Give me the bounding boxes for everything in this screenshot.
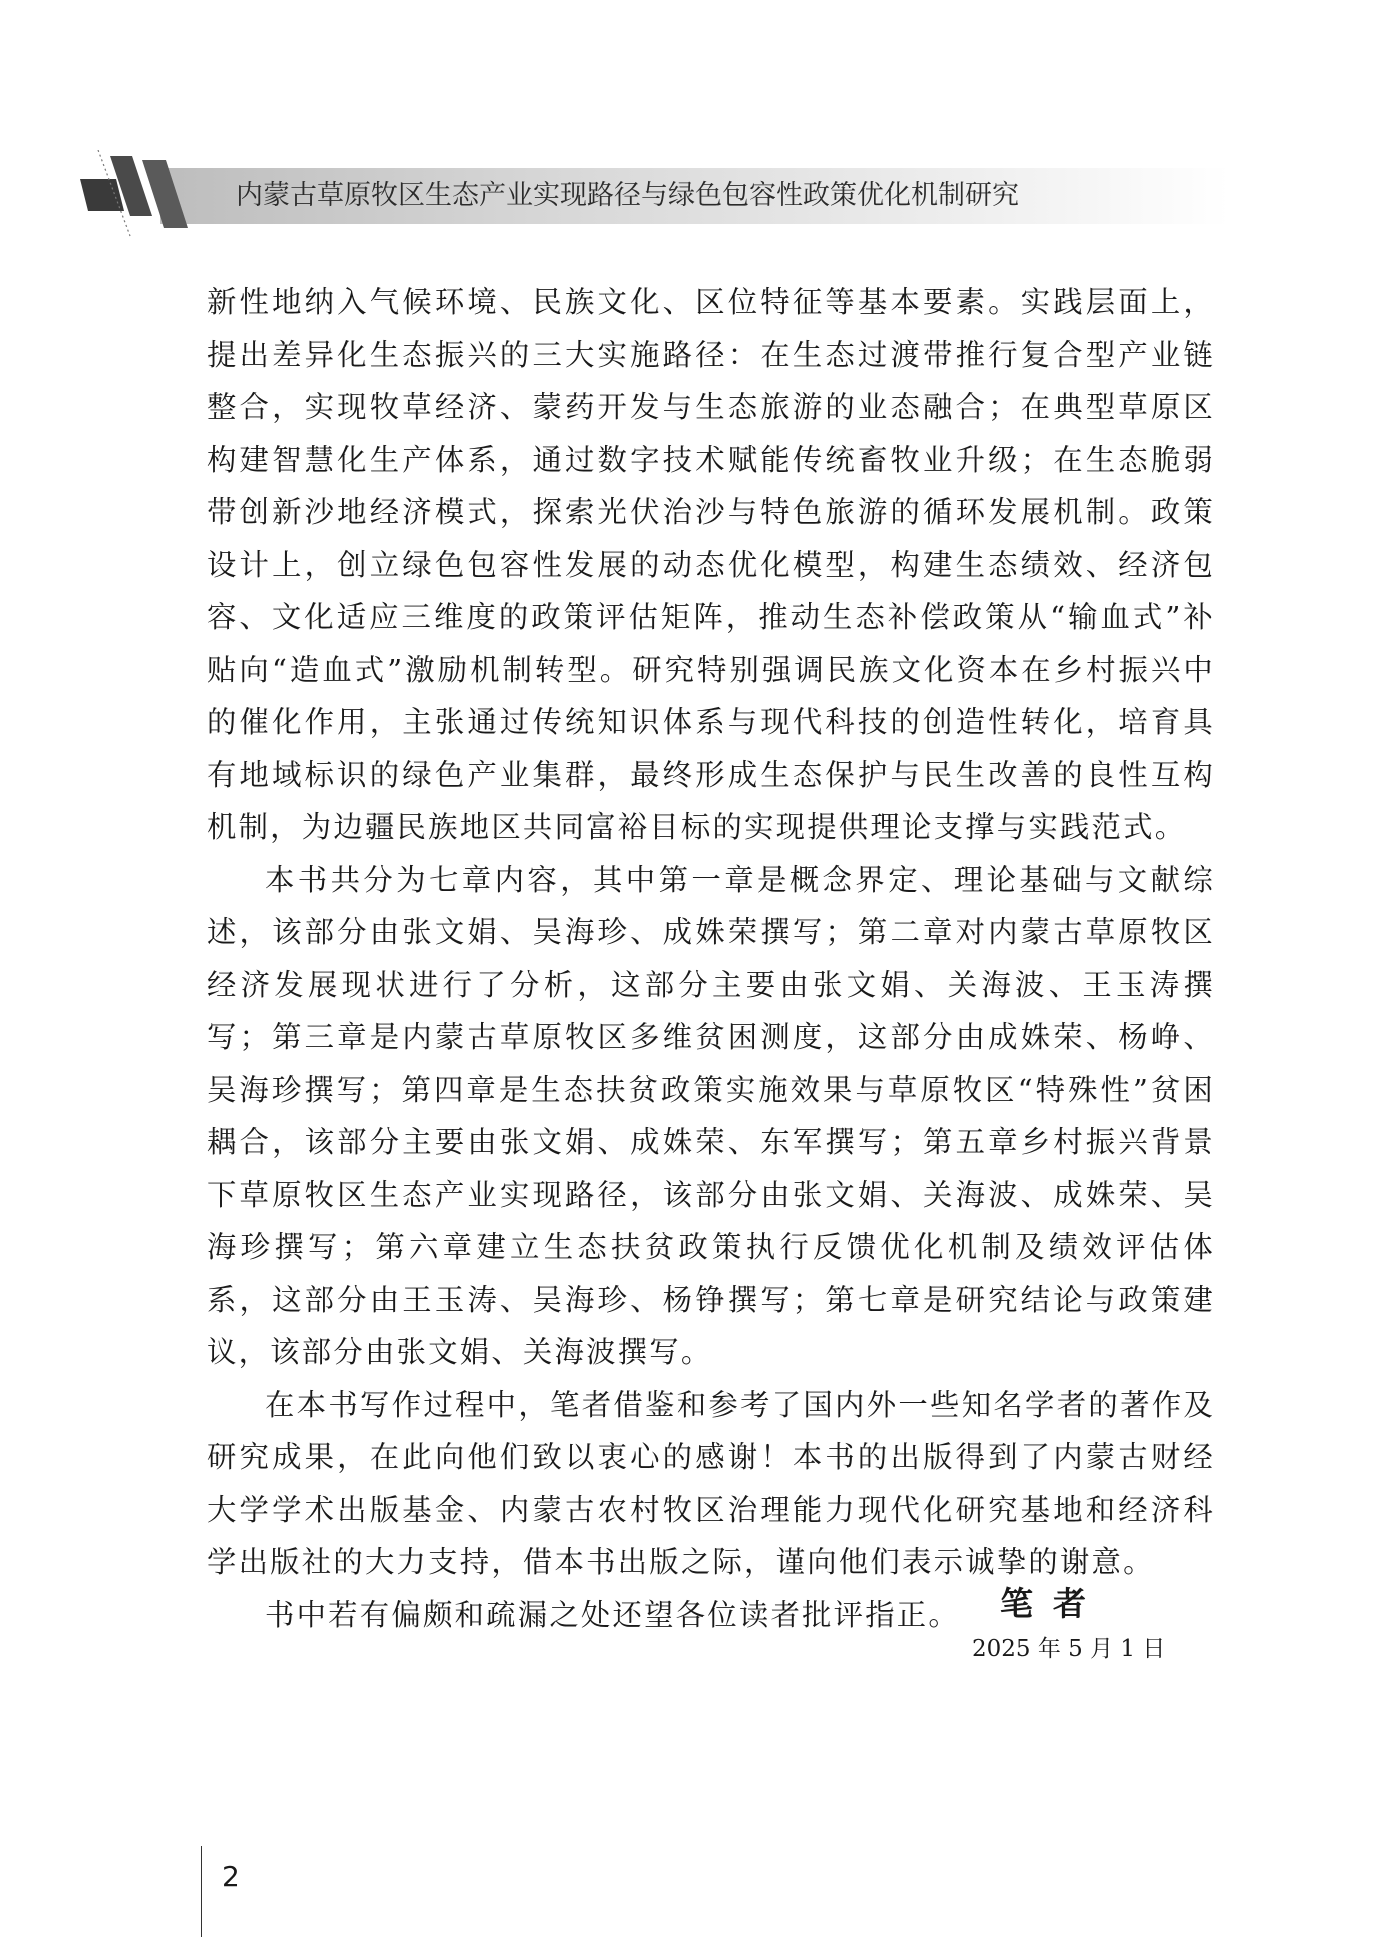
- footer-rule: [201, 1846, 202, 1937]
- author-signature: 笔者: [1000, 1584, 1106, 1623]
- signature-date: 2025 年 5 月 1 日: [972, 1636, 1166, 1662]
- running-header-title: 内蒙古草原牧区生态产业实现路径与绿色包容性政策优化机制研究: [236, 180, 1019, 211]
- paragraph-2: 本书共分为七章内容，其中第一章是概念界定、理论基础与文献综述，该部分由张文娟、吴海珍、成姝荣撰写；第二章对内蒙古草原牧区经济发展现状进行了分析，这部分主要由张文娟、关海波、王玉涛撰写；第三章是内蒙古草原牧区多维贫困测度，这部分由成姝荣、杨峥、吴海珍撰写；第四章是生态扶贫政策实施效果与草原牧区“特殊性”贫困耦合，该部分主要由张文娟、成姝荣、东军撰写；第五章乡村振兴背景下草原牧区生态产业实现路径，该部分由张文娟、关海波、成姝荣、吴海珍撰写；第六章建立生态扶贫政策执行反馈优化机制及绩效评估体系，这部分由王玉涛、吴海珍、杨铮撰写；第七章是研究结论与政策建议，该部分由张文娟、关海波撰写。: [207, 862, 1215, 1369]
- header-stripes-decoration: [80, 150, 240, 240]
- paragraph-3: 在本书写作过程中，笔者借鉴和参考了国内外一些知名学者的著作及研究成果，在此向他们致以衷心的感谢！本书的出版得到了内蒙古财经大学学术出版基金、内蒙古农村牧区治理能力现代化研究基地和经济科学出版社的大力支持，借本书出版之际，谨向他们表示诚挚的谢意。: [207, 1387, 1215, 1579]
- body-text: [207, 276, 1215, 1641]
- paragraph-1: 新性地纳入气候环境、民族文化、区位特征等基本要素。实践层面上，提出差异化生态振兴的三大实施路径：在生态过渡带推行复合型产业链整合，实现牧草经济、蒙药开发与生态旅游的业态融合；在典型草原区构建智慧化生产体系，通过数字技术赋能传统畜牧业升级；在生态脆弱带创新沙地经济模式，探索光伏治沙与特色旅游的循环发展机制。政策设计上，创立绿色包容性发展的动态优化模型，构建生态绩效、经济包容、文化适应三维度的政策评估矩阵，推动生态补偿政策从“输血式”补贴向“造血式”激励机制转型。研究特别强调民族文化资本在乡村振兴中的催化作用，主张通过传统知识体系与现代科技的创造性转化，培育具有地域标识的绿色产业集群，最终形成生态保护与民生改善的良性互构机制，为边疆民族地区共同富裕目标的实现提供理论支撑与实践范式。: [207, 285, 1215, 844]
- paragraph-4: 书中若有偏颇和疏漏之处还望各位读者批评指正。: [265, 1597, 960, 1632]
- page-number: 2: [222, 1860, 240, 1893]
